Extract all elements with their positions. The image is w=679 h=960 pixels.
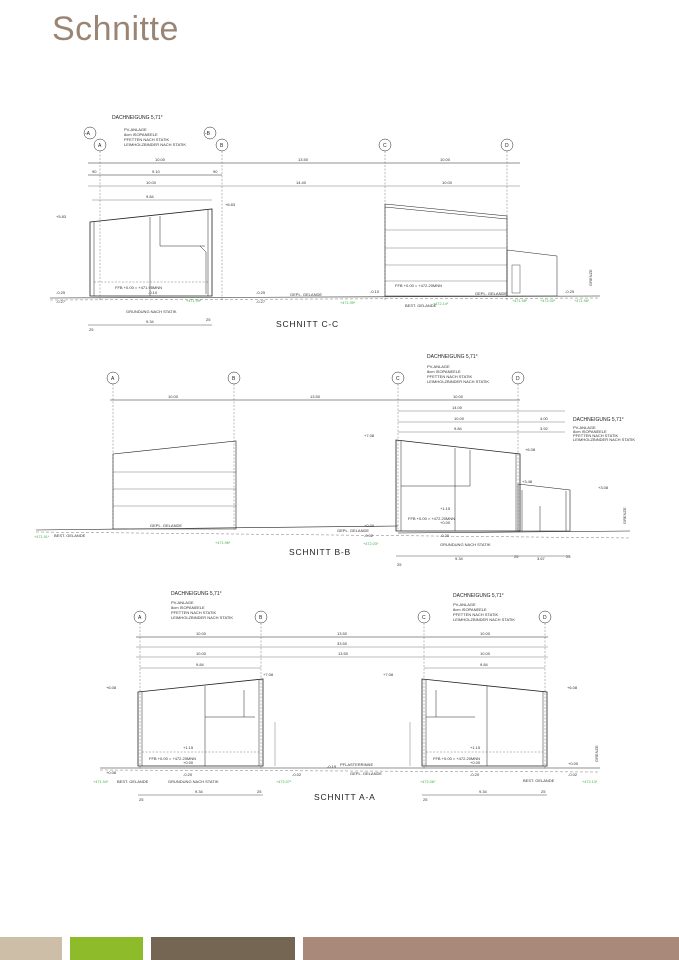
svg-text:13.50: 13.50 xyxy=(298,157,309,162)
svg-text:+471.96*: +471.96* xyxy=(215,541,231,545)
svg-text:B: B xyxy=(259,615,263,621)
svg-text:PFLASTERRINNE: PFLASTERRINNE xyxy=(340,762,374,767)
svg-text:+7.08: +7.08 xyxy=(263,672,274,677)
svg-text:8cm ISOPANEELE: 8cm ISOPANEELE xyxy=(124,132,158,137)
svg-text:GRUNDUNG NACH STATIK: GRUNDUNG NACH STATIK xyxy=(126,309,177,314)
svg-text:+0.00: +0.00 xyxy=(568,761,579,766)
svg-text:8cm ISOPANEELE: 8cm ISOPANEELE xyxy=(427,369,461,374)
svg-text:+1.15: +1.15 xyxy=(440,506,451,511)
svg-text:9.34: 9.34 xyxy=(455,556,463,561)
svg-text:A: A xyxy=(138,615,142,621)
svg-text:10.00: 10.00 xyxy=(480,631,491,636)
svg-text:PV-ANLAGE: PV-ANLAGE xyxy=(171,600,194,605)
svg-text:-0.25: -0.25 xyxy=(565,289,575,294)
svg-text:90: 90 xyxy=(92,169,97,174)
svg-text:+471.99*: +471.99* xyxy=(340,301,356,305)
svg-text:14.40: 14.40 xyxy=(296,180,307,185)
svg-text:FFB +0.00 = +472.20MNN: FFB +0.00 = +472.20MNN xyxy=(408,516,456,521)
svg-text:9.34: 9.34 xyxy=(146,319,154,324)
svg-text:A: A xyxy=(111,376,115,382)
svg-text:LEIMHOLZBINDER NACH STATIK: LEIMHOLZBINDER NACH STATIK xyxy=(124,142,187,147)
svg-text:-0.20: -0.20 xyxy=(470,772,480,777)
svg-text:9.34: 9.34 xyxy=(195,789,203,794)
svg-text:+0.00: +0.00 xyxy=(470,760,481,765)
svg-text:9.10: 9.10 xyxy=(152,169,160,174)
section-bb xyxy=(34,354,635,567)
svg-text:D: D xyxy=(505,143,509,149)
svg-text:FFB +0.00 = +472.20MNN: FFB +0.00 = +472.20MNN xyxy=(433,756,481,761)
section-aa xyxy=(93,591,600,802)
svg-text:10.00: 10.00 xyxy=(196,651,207,656)
svg-text:-0.27: -0.27 xyxy=(56,299,66,304)
svg-text:10.00: 10.00 xyxy=(440,157,451,162)
svg-text:+5.83: +5.83 xyxy=(56,214,67,219)
svg-text:+472.00*: +472.00* xyxy=(540,299,556,303)
footer-bar-3 xyxy=(151,937,295,960)
svg-text:25: 25 xyxy=(541,789,546,794)
svg-text:9.84: 9.84 xyxy=(454,426,462,431)
svg-text:+7.08: +7.08 xyxy=(383,672,394,677)
svg-text:FFB +0.00 = +471.95MNN: FFB +0.00 = +471.95MNN xyxy=(115,285,163,290)
svg-text:-0.02: -0.02 xyxy=(568,772,578,777)
svg-text:PFETTEN NACH STATIK: PFETTEN NACH STATIK xyxy=(124,137,170,142)
svg-text:BEST. GELANDE: BEST. GELANDE xyxy=(117,779,149,784)
footer-bar-2 xyxy=(70,937,143,960)
svg-text:-0.10: -0.10 xyxy=(370,289,380,294)
section-cc xyxy=(50,115,600,332)
svg-text:+3.48: +3.48 xyxy=(522,479,533,484)
svg-text:+0.00: +0.00 xyxy=(440,520,451,525)
svg-text:+0.00: +0.00 xyxy=(183,760,194,765)
svg-text:-0.20: -0.20 xyxy=(440,533,450,538)
svg-text:B: B xyxy=(220,143,224,149)
svg-text:PFETTEN NACH STATIK: PFETTEN NACH STATIK xyxy=(453,612,499,617)
svg-text:9.84: 9.84 xyxy=(196,662,204,667)
svg-text:+1.15: +1.15 xyxy=(470,745,481,750)
footer-bar-4 xyxy=(303,937,679,960)
svg-text:+6.08: +6.08 xyxy=(567,685,578,690)
svg-text:8cm ISOPANEELE: 8cm ISOPANEELE xyxy=(573,429,607,434)
svg-text:10.00: 10.00 xyxy=(480,651,491,656)
svg-text:+0.08: +0.08 xyxy=(106,770,117,775)
svg-text:D: D xyxy=(543,615,547,621)
svg-text:GRUNDUNG NACH STATIK: GRUNDUNG NACH STATIK xyxy=(440,542,491,547)
svg-text:3.67: 3.67 xyxy=(537,556,545,561)
svg-text:+472.13*: +472.13* xyxy=(582,780,598,784)
svg-text:FFB +0.00 = +472.20MNN: FFB +0.00 = +472.20MNN xyxy=(395,283,443,288)
svg-text:+7.08: +7.08 xyxy=(364,433,375,438)
svg-text:25: 25 xyxy=(423,797,428,802)
svg-text:-0.20: -0.20 xyxy=(183,772,193,777)
svg-text:3.92: 3.92 xyxy=(540,426,548,431)
svg-text:+3.08: +3.08 xyxy=(598,485,609,490)
svg-text:D: D xyxy=(516,376,520,382)
svg-text:+471.91*: +471.91* xyxy=(34,535,50,539)
svg-text:PFETTEN NACH STATIK: PFETTEN NACH STATIK xyxy=(171,610,217,615)
svg-text:DACHNEIGUNG 5,71°: DACHNEIGUNG 5,71° xyxy=(453,593,504,599)
svg-text:GEPL. GELANDE: GEPL. GELANDE xyxy=(337,528,370,533)
svg-text:+472.03*: +472.03* xyxy=(363,542,379,546)
svg-text:GEPL. GELANDE: GEPL. GELANDE xyxy=(290,292,323,297)
page-title: Schnitte xyxy=(52,10,179,48)
svg-text:25: 25 xyxy=(397,562,402,567)
svg-text:BEST. GELANDE: BEST. GELANDE xyxy=(523,778,555,783)
svg-text:+471.98*: +471.98* xyxy=(512,299,528,303)
svg-text:10.00: 10.00 xyxy=(453,394,464,399)
svg-text:8cm ISOPANEELE: 8cm ISOPANEELE xyxy=(171,605,205,610)
svg-text:10.00: 10.00 xyxy=(168,394,179,399)
svg-text:LEIMHOLZBINDER NACH STATIK: LEIMHOLZBINDER NACH STATIK xyxy=(453,617,516,622)
svg-text:+471.94*: +471.94* xyxy=(93,780,109,784)
cc-section-title: SCHNITT C-C xyxy=(276,319,339,329)
svg-text:PFETTEN NACH STATIK: PFETTEN NACH STATIK xyxy=(573,433,619,438)
svg-text:9.34: 9.34 xyxy=(479,789,487,794)
svg-text:10.00: 10.00 xyxy=(196,631,207,636)
svg-text:25: 25 xyxy=(257,789,262,794)
svg-text:-0.10: -0.10 xyxy=(148,290,158,295)
svg-text:C: C xyxy=(383,143,387,149)
svg-text:PV-ANLAGE: PV-ANLAGE xyxy=(453,602,476,607)
svg-text:9.84: 9.84 xyxy=(146,194,154,199)
svg-text:GEPL. GELANDE: GEPL. GELANDE xyxy=(475,291,508,296)
svg-text:+472.06*: +472.06* xyxy=(420,780,436,784)
svg-text:9.84: 9.84 xyxy=(480,662,488,667)
svg-text:33.50: 33.50 xyxy=(337,641,348,646)
svg-text:13.50: 13.50 xyxy=(310,394,321,399)
svg-text:BEST. GELANDE: BEST. GELANDE xyxy=(54,533,86,538)
svg-text:LEIMHOLZBINDER NACH STATIK: LEIMHOLZBINDER NACH STATIK xyxy=(171,615,234,620)
svg-text:+1.15: +1.15 xyxy=(183,745,194,750)
svg-text:14.00: 14.00 xyxy=(452,405,463,410)
svg-text:25: 25 xyxy=(206,317,211,322)
svg-text:PV-ANLAGE: PV-ANLAGE xyxy=(124,127,147,132)
svg-text:GEPL. GELANDE: GEPL. GELANDE xyxy=(150,523,183,528)
bb-section-title: SCHNITT B-B xyxy=(289,547,352,557)
svg-text:PV-ANLAGE: PV-ANLAGE xyxy=(427,364,450,369)
svg-text:10.00: 10.00 xyxy=(442,180,453,185)
svg-text:PV-ANLAGE: PV-ANLAGE xyxy=(573,425,596,430)
svg-text:+471.99*: +471.99* xyxy=(186,299,202,303)
svg-text:BEST. GELANDE: BEST. GELANDE xyxy=(405,303,437,308)
svg-text:+0.00: +0.00 xyxy=(364,523,375,528)
svg-text:25: 25 xyxy=(89,327,94,332)
svg-text:25: 25 xyxy=(139,797,144,802)
svg-text:-0.25: -0.25 xyxy=(256,290,266,295)
svg-text:C: C xyxy=(422,615,426,621)
svg-text:13.50: 13.50 xyxy=(338,651,349,656)
svg-text:DACHNEIGUNG 5,71°: DACHNEIGUNG 5,71° xyxy=(573,417,624,423)
svg-text:FFB +0.00 = +472.20MNN: FFB +0.00 = +472.20MNN xyxy=(149,756,197,761)
svg-text:+6.08: +6.08 xyxy=(106,685,117,690)
svg-text:C: C xyxy=(396,376,400,382)
cc-roof-title: DACHNEIGUNG 5,71° xyxy=(112,115,163,121)
svg-text:+472.14*: +472.14* xyxy=(433,302,449,306)
svg-text:-0.02: -0.02 xyxy=(364,533,374,538)
svg-text:DACHNEIGUNG 5,71°: DACHNEIGUNG 5,71° xyxy=(427,354,478,360)
svg-text:GRENZE: GRENZE xyxy=(588,269,593,286)
svg-text:13.50: 13.50 xyxy=(337,631,348,636)
svg-text:GRENZE: GRENZE xyxy=(622,507,627,524)
svg-text:PFETTEN NACH STATIK: PFETTEN NACH STATIK xyxy=(427,374,473,379)
svg-text:-0.02: -0.02 xyxy=(292,772,302,777)
svg-text:+471.96*: +471.96* xyxy=(574,299,590,303)
svg-text:-A: -A xyxy=(85,131,90,137)
svg-text:4.00: 4.00 xyxy=(540,416,548,421)
svg-text:-B: -B xyxy=(205,131,210,137)
svg-text:A: A xyxy=(98,143,102,149)
svg-text:-0.25: -0.25 xyxy=(56,290,66,295)
svg-text:+472.07*: +472.07* xyxy=(276,780,292,784)
svg-text:GRUNDUNG NACH STATIK: GRUNDUNG NACH STATIK xyxy=(168,779,219,784)
svg-text:+6.83: +6.83 xyxy=(225,202,236,207)
svg-text:GRENZE: GRENZE xyxy=(594,745,599,762)
svg-text:10.00: 10.00 xyxy=(155,157,166,162)
svg-text:GEPL. GELANDE: GEPL. GELANDE xyxy=(350,771,383,776)
aa-section-title: SCHNITT A-A xyxy=(314,792,376,802)
footer-bar-1 xyxy=(0,937,62,960)
svg-text:25: 25 xyxy=(514,554,519,559)
svg-text:+6.08: +6.08 xyxy=(525,447,536,452)
svg-text:10.00: 10.00 xyxy=(454,416,465,421)
svg-text:B: B xyxy=(232,376,236,382)
svg-text:LEIMHOLZBINDER NACH STATIK: LEIMHOLZBINDER NACH STATIK xyxy=(427,379,490,384)
svg-text:25: 25 xyxy=(566,554,571,559)
svg-text:-0.27: -0.27 xyxy=(256,299,266,304)
svg-text:90: 90 xyxy=(213,169,218,174)
svg-text:-0.19: -0.19 xyxy=(327,764,337,769)
svg-text:LEIMHOLZBINDER NACH STATIK: LEIMHOLZBINDER NACH STATIK xyxy=(573,437,636,442)
svg-text:8cm ISOPANEELE: 8cm ISOPANEELE xyxy=(453,607,487,612)
svg-text:10.00: 10.00 xyxy=(146,180,157,185)
svg-text:DACHNEIGUNG 5,71°: DACHNEIGUNG 5,71° xyxy=(171,591,222,597)
